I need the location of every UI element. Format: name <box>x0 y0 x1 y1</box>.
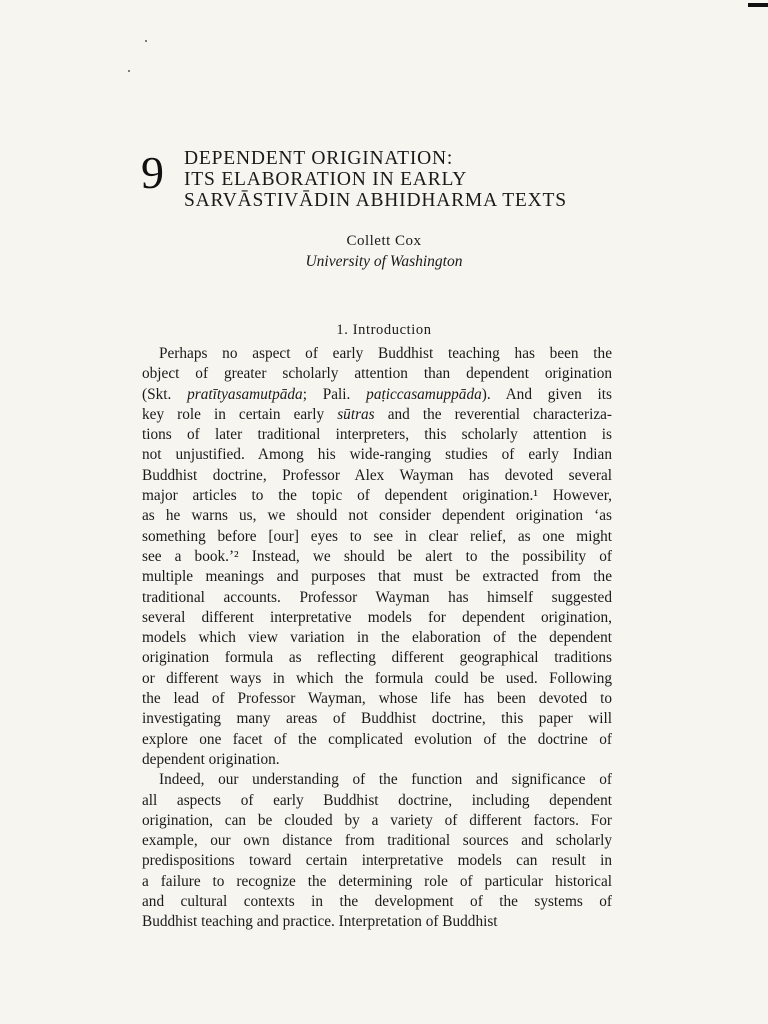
italic-term: paṭiccasamuppāda <box>366 385 482 403</box>
body-line: Indeed, our understanding of the function and significance of <box>159 771 612 789</box>
author-affiliation: University of Washington <box>305 253 463 270</box>
body-line: origination, can be clouded by a variety of different factors. For <box>142 811 612 829</box>
body-line: the lead of Professor Wayman, whose life has been devoted to <box>142 690 612 708</box>
body-line: Buddhist teaching and practice. Interpretation of Buddhist <box>142 913 498 931</box>
body-text <box>142 344 612 933</box>
author-name: Collett Cox <box>346 233 422 249</box>
scan-edge-mark <box>748 3 768 7</box>
chapter-number: 9 <box>141 147 164 198</box>
section-heading: 1. Introduction <box>336 322 432 338</box>
body-line: all aspects of early Buddhist doctrine, including dependent <box>142 791 612 809</box>
body-line: origination formula as reflecting different geographical traditions <box>142 649 612 667</box>
body-line: (Skt. pratītyasamutpāda; Pali. paṭiccasamuppāda). And given its <box>142 385 612 403</box>
body-line: major articles to the topic of dependent origination.¹ However, <box>142 487 612 505</box>
body-line: as he warns us, we should not consider dependent origination ‘as <box>142 507 612 525</box>
body-line: models which view variation in the elaboration of the dependent <box>142 629 612 647</box>
body-line: multiple meanings and purposes that must be extracted from the <box>142 568 612 586</box>
body-line: object of greater scholarly attention than dependent origination <box>142 365 612 383</box>
chapter-title-line: ITS ELABORATION IN EARLY <box>184 169 468 190</box>
body-line: dependent origination. <box>142 750 280 768</box>
chapter-title-line: SARVĀSTIVĀDIN ABHIDHARMA TEXTS <box>184 190 567 211</box>
italic-term: pratītyasamutpāda <box>187 385 303 403</box>
body-line: not unjustified. Among his wide-ranging studies of early Indian <box>142 446 612 464</box>
body-line: see a book.’² Instead, we should be alert to the possibility of <box>142 547 612 565</box>
scan-speck <box>128 70 130 72</box>
body-line: a failure to recognize the determining role of particular historical <box>142 872 612 890</box>
body-line: traditional accounts. Professor Wayman has himself suggested <box>142 588 612 606</box>
chapter-title-line: DEPENDENT ORIGINATION: <box>184 148 454 169</box>
chapter-title <box>184 148 624 211</box>
body-line: or different ways in which the formula could be used. Following <box>142 669 612 687</box>
body-line: and cultural contexts in the development of the systems of <box>142 893 612 911</box>
italic-term: sūtras <box>337 405 375 423</box>
body-line: predispositions toward certain interpretative models can result in <box>142 852 612 870</box>
body-line: explore one facet of the complicated evolution of the doctrine of <box>142 730 612 748</box>
body-line: Perhaps no aspect of early Buddhist teaching has been the <box>159 345 612 362</box>
scan-speck <box>145 40 147 42</box>
body-line: Buddhist doctrine, Professor Alex Wayman has devoted several <box>142 466 612 484</box>
body-line: something before [our] eyes to see in clear relief, as one might <box>142 527 612 545</box>
body-line: tions of later traditional interpreters, this scholarly attention is <box>142 426 612 444</box>
body-line: example, our own distance from traditional sources and scholarly <box>142 832 612 850</box>
body-line: investigating many areas of Buddhist doctrine, this paper will <box>142 710 612 728</box>
body-line: several different interpretative models for dependent origination, <box>142 608 612 626</box>
body-line: key role in certain early sūtras and the reverential characteriza- <box>142 405 612 423</box>
